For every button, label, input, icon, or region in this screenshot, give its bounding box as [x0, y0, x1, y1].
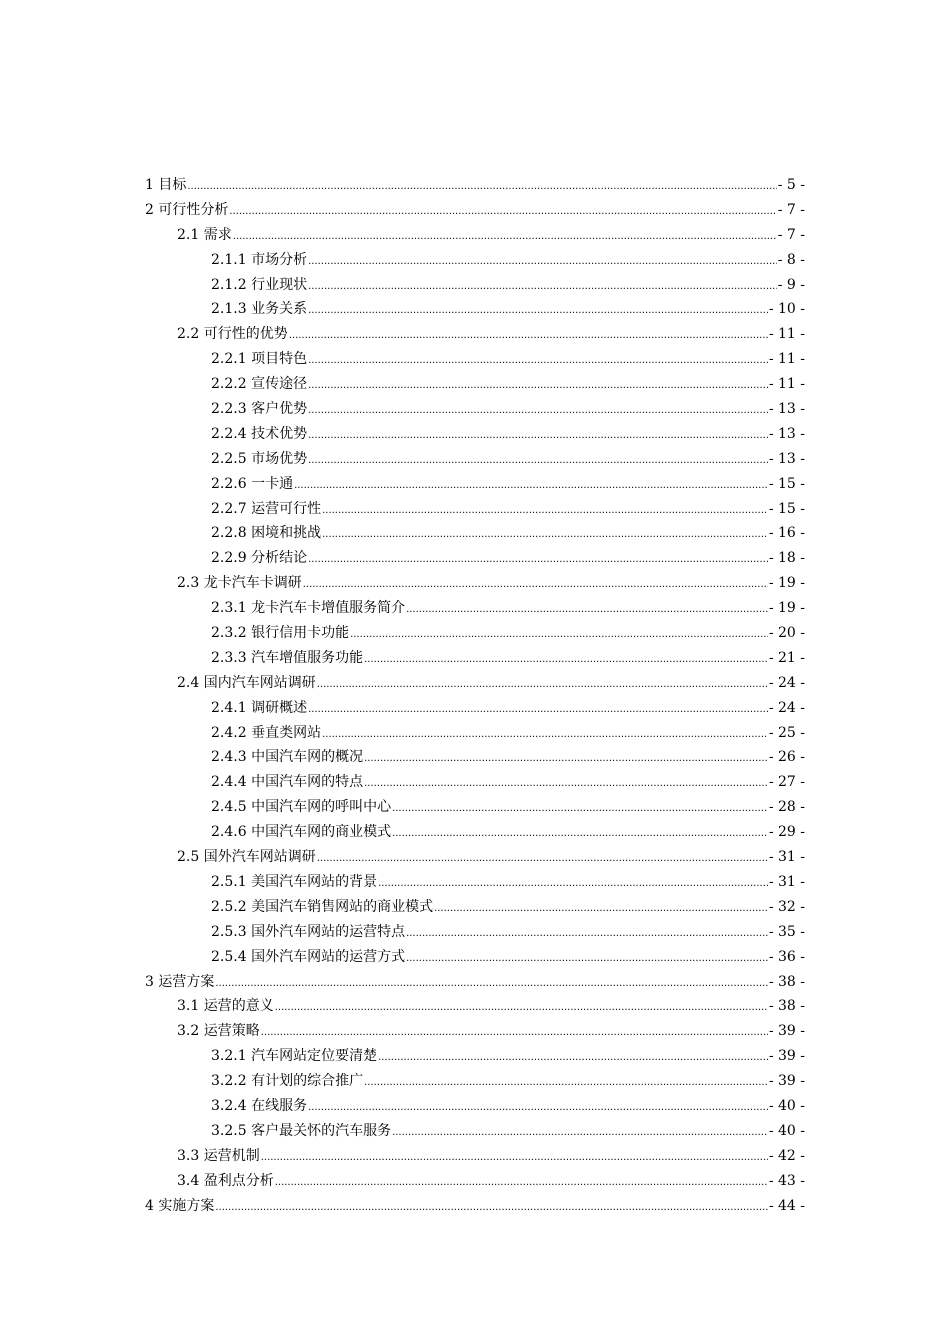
toc-entry-title: 2.2.1 项目特色	[211, 351, 308, 368]
toc-dot-leader	[229, 206, 776, 217]
toc-page-number: - 43 -	[768, 1172, 805, 1189]
toc-dot-leader	[215, 1202, 767, 1213]
toc-dot-leader	[392, 828, 768, 839]
toc-entry[interactable]	[145, 1145, 805, 1170]
toc-entry-title: 2.4.4 中国汽车网的特点	[211, 774, 364, 791]
toc-dot-leader	[308, 405, 768, 416]
toc-dot-leader	[308, 554, 768, 565]
toc-dot-leader	[308, 430, 768, 441]
toc-entry[interactable]	[145, 597, 805, 622]
toc-page-number: - 7 -	[777, 201, 805, 218]
toc-entry[interactable]	[145, 647, 805, 672]
toc-dot-leader	[261, 1027, 768, 1038]
toc-page-number: - 32 -	[768, 898, 805, 915]
toc-entry-title: 2.5.3 国外汽车网站的运营特点	[211, 923, 406, 940]
toc-entry-title: 2 可行性分析	[145, 201, 229, 218]
toc-entry-title: 2.1.3 业务关系	[211, 301, 308, 318]
toc-entry-title: 2.1.1 市场分析	[211, 251, 308, 268]
toc-dot-leader	[378, 1052, 768, 1063]
toc-page-number: - 36 -	[768, 948, 805, 965]
toc-page-number: - 10 -	[768, 301, 805, 318]
toc-entry[interactable]	[145, 348, 805, 373]
toc-entry-title: 2.4.6 中国汽车网的商业模式	[211, 824, 392, 841]
toc-dot-leader	[233, 231, 777, 242]
toc-entry[interactable]	[145, 249, 805, 274]
toc-page-number: - 31 -	[768, 873, 805, 890]
toc-page-number: - 19 -	[768, 575, 805, 592]
toc-page-number: - 25 -	[768, 724, 805, 741]
toc-entry-title: 2.2.9 分析结论	[211, 550, 308, 567]
toc-entry-title: 3.3 运营机制	[177, 1147, 260, 1164]
toc-page-number: - 24 -	[768, 699, 805, 716]
toc-page-number: - 26 -	[768, 749, 805, 766]
toc-entry-title: 3.4 盈利点分析	[177, 1172, 274, 1189]
toc-entry[interactable]	[145, 323, 805, 348]
toc-entry[interactable]	[145, 1045, 805, 1070]
toc-page-number: - 19 -	[768, 600, 805, 617]
toc-dot-leader	[308, 380, 768, 391]
toc-entry-title: 2.5.4 国外汽车网站的运营方式	[211, 948, 406, 965]
toc-page-number: - 15 -	[768, 475, 805, 492]
toc-dot-leader	[317, 679, 768, 690]
toc-page-number: - 39 -	[768, 1048, 805, 1065]
toc-entry[interactable]	[145, 373, 805, 398]
toc-entry-title: 3.2.5 客户最关怀的汽车服务	[211, 1122, 392, 1139]
toc-dot-leader	[308, 281, 777, 292]
toc-page-number: - 13 -	[768, 450, 805, 467]
toc-entry[interactable]	[145, 871, 805, 896]
toc-entry-title: 1 目标	[145, 177, 187, 193]
toc-page-number: - 39 -	[768, 1023, 805, 1040]
toc-dot-leader	[308, 305, 768, 316]
toc-dot-leader	[406, 953, 768, 964]
toc-entry-title: 2.1 需求	[177, 226, 232, 243]
toc-page-number: - 35 -	[768, 923, 805, 940]
toc-entry[interactable]	[145, 821, 805, 846]
toc-dot-leader	[275, 1177, 768, 1188]
toc-entry-title: 3.2.2 有计划的综合推广	[211, 1073, 364, 1090]
toc-entry[interactable]	[145, 174, 805, 199]
toc-dot-leader	[364, 778, 768, 789]
toc-page-number: - 38 -	[768, 998, 805, 1015]
toc-entry-title: 2.2.5 市场优势	[211, 450, 308, 467]
toc-entry[interactable]	[145, 722, 805, 747]
toc-dot-leader	[322, 729, 768, 740]
toc-entry-title: 2.3.1 龙卡汽车卡增值服务简介	[211, 600, 406, 617]
toc-entry[interactable]	[145, 846, 805, 871]
toc-entry-title: 2.4.1 调研概述	[211, 699, 308, 716]
toc-entry-title: 4 实施方案	[145, 1197, 215, 1214]
toc-entry[interactable]	[145, 224, 805, 249]
toc-page-number: - 20 -	[768, 625, 805, 642]
toc-page-number: - 8 -	[777, 251, 805, 268]
toc-entry[interactable]	[145, 498, 805, 523]
toc-dot-leader	[364, 654, 768, 665]
toc-page-number: - 13 -	[768, 401, 805, 418]
toc-entry[interactable]	[145, 746, 805, 771]
toc-page-number: - 11 -	[768, 351, 805, 368]
table-of-contents	[145, 174, 805, 1219]
toc-dot-leader	[392, 803, 768, 814]
toc-entry[interactable]	[145, 423, 805, 448]
toc-page-number: - 15 -	[768, 500, 805, 517]
toc-entry[interactable]	[145, 1195, 805, 1220]
toc-dot-leader	[322, 529, 768, 540]
toc-page-number: - 42 -	[768, 1147, 805, 1164]
toc-page-number: - 38 -	[768, 973, 805, 990]
toc-page-number: - 7 -	[777, 226, 805, 243]
toc-entry[interactable]	[145, 572, 805, 597]
toc-dot-leader	[406, 604, 768, 615]
toc-entry[interactable]	[145, 398, 805, 423]
toc-dot-leader	[378, 878, 768, 889]
toc-page-number: - 11 -	[768, 326, 805, 343]
toc-page-number: - 40 -	[768, 1122, 805, 1139]
toc-entry[interactable]	[145, 473, 805, 498]
toc-entry-title: 2.2 可行性的优势	[177, 326, 288, 343]
toc-dot-leader	[350, 629, 768, 640]
toc-page-number: - 40 -	[768, 1097, 805, 1114]
toc-dot-leader	[215, 978, 767, 989]
toc-entry[interactable]	[145, 995, 805, 1020]
toc-dot-leader	[308, 704, 768, 715]
toc-entry-title: 2.4 国内汽车网站调研	[177, 674, 316, 691]
toc-page-number: - 24 -	[768, 674, 805, 691]
toc-entry-title: 2.4.2 垂直类网站	[211, 724, 322, 741]
toc-entry[interactable]	[145, 274, 805, 299]
toc-page-number: - 13 -	[768, 425, 805, 442]
toc-entry-title: 2.2.7 运营可行性	[211, 500, 322, 517]
toc-dot-leader	[308, 355, 768, 366]
toc-entry-title: 2.3.3 汽车增值服务功能	[211, 649, 364, 666]
toc-page-number: - 9 -	[777, 276, 805, 293]
toc-dot-leader	[308, 455, 768, 466]
toc-dot-leader	[364, 753, 768, 764]
toc-dot-leader	[289, 330, 768, 341]
toc-dot-leader	[392, 1127, 768, 1138]
toc-page-number: - 16 -	[768, 525, 805, 542]
toc-entry-title: 2.2.2 宣传途径	[211, 376, 308, 393]
toc-entry[interactable]	[145, 448, 805, 473]
toc-dot-leader	[406, 928, 768, 939]
toc-dot-leader	[303, 579, 768, 590]
toc-entry-title: 3.2.1 汽车网站定位要清楚	[211, 1048, 378, 1065]
toc-entry-title: 2.2.8 困境和挑战	[211, 525, 322, 542]
toc-entry-title: 2.5 国外汽车网站调研	[177, 849, 316, 866]
toc-entry[interactable]	[145, 697, 805, 722]
toc-dot-leader	[434, 903, 768, 914]
toc-entry[interactable]	[145, 896, 805, 921]
toc-entry[interactable]	[145, 672, 805, 697]
toc-dot-leader	[308, 256, 777, 267]
toc-page-number: - 21 -	[768, 649, 805, 666]
toc-entry-title: 2.2.3 客户优势	[211, 401, 308, 418]
toc-entry-title: 3 运营方案	[145, 973, 215, 990]
toc-entry-title: 3.2 运营策略	[177, 1023, 260, 1040]
toc-entry-title: 2.5.2 美国汽车销售网站的商业模式	[211, 898, 434, 915]
toc-dot-leader	[294, 480, 768, 491]
toc-entry-title: 2.5.1 美国汽车网站的背景	[211, 873, 378, 890]
toc-entry-title: 2.3 龙卡汽车卡调研	[177, 575, 302, 592]
toc-entry[interactable]	[145, 971, 805, 996]
toc-dot-leader	[308, 1102, 768, 1113]
toc-entry[interactable]	[145, 1170, 805, 1195]
toc-dot-leader	[322, 505, 768, 516]
toc-entry[interactable]	[145, 199, 805, 224]
toc-page-number: - 29 -	[768, 824, 805, 841]
toc-page-number: - 44 -	[768, 1197, 805, 1214]
toc-entry[interactable]	[145, 622, 805, 647]
toc-page-number: - 31 -	[768, 849, 805, 866]
toc-page-number: - 11 -	[768, 376, 805, 393]
toc-dot-leader	[275, 1002, 768, 1013]
toc-entry[interactable]	[145, 547, 805, 572]
toc-dot-leader	[261, 1152, 768, 1163]
toc-entry[interactable]	[145, 1120, 805, 1145]
toc-entry[interactable]	[145, 771, 805, 796]
toc-entry[interactable]	[145, 946, 805, 971]
toc-page-number: - 5 -	[777, 177, 805, 193]
toc-entry-title: 2.2.6 一卡通	[211, 475, 294, 492]
toc-dot-leader	[187, 181, 776, 192]
toc-entry[interactable]	[145, 1070, 805, 1095]
toc-page-number: - 28 -	[768, 799, 805, 816]
toc-page-number: - 18 -	[768, 550, 805, 567]
toc-page-number: - 39 -	[768, 1073, 805, 1090]
toc-entry[interactable]	[145, 1095, 805, 1120]
toc-entry[interactable]	[145, 522, 805, 547]
toc-dot-leader	[364, 1077, 768, 1088]
toc-page-number: - 27 -	[768, 774, 805, 791]
toc-dot-leader	[317, 853, 768, 864]
toc-entry[interactable]	[145, 796, 805, 821]
toc-entry-title: 2.4.3 中国汽车网的概况	[211, 749, 364, 766]
toc-entry[interactable]	[145, 298, 805, 323]
toc-entry[interactable]	[145, 1020, 805, 1045]
toc-entry-title: 3.1 运营的意义	[177, 998, 274, 1015]
toc-entry-title: 2.1.2 行业现状	[211, 276, 308, 293]
toc-entry-title: 3.2.4 在线服务	[211, 1097, 308, 1114]
toc-entry-title: 2.3.2 银行信用卡功能	[211, 625, 350, 642]
toc-entry[interactable]	[145, 921, 805, 946]
toc-entry-title: 2.4.5 中国汽车网的呼叫中心	[211, 799, 392, 816]
toc-entry-title: 2.2.4 技术优势	[211, 425, 308, 442]
